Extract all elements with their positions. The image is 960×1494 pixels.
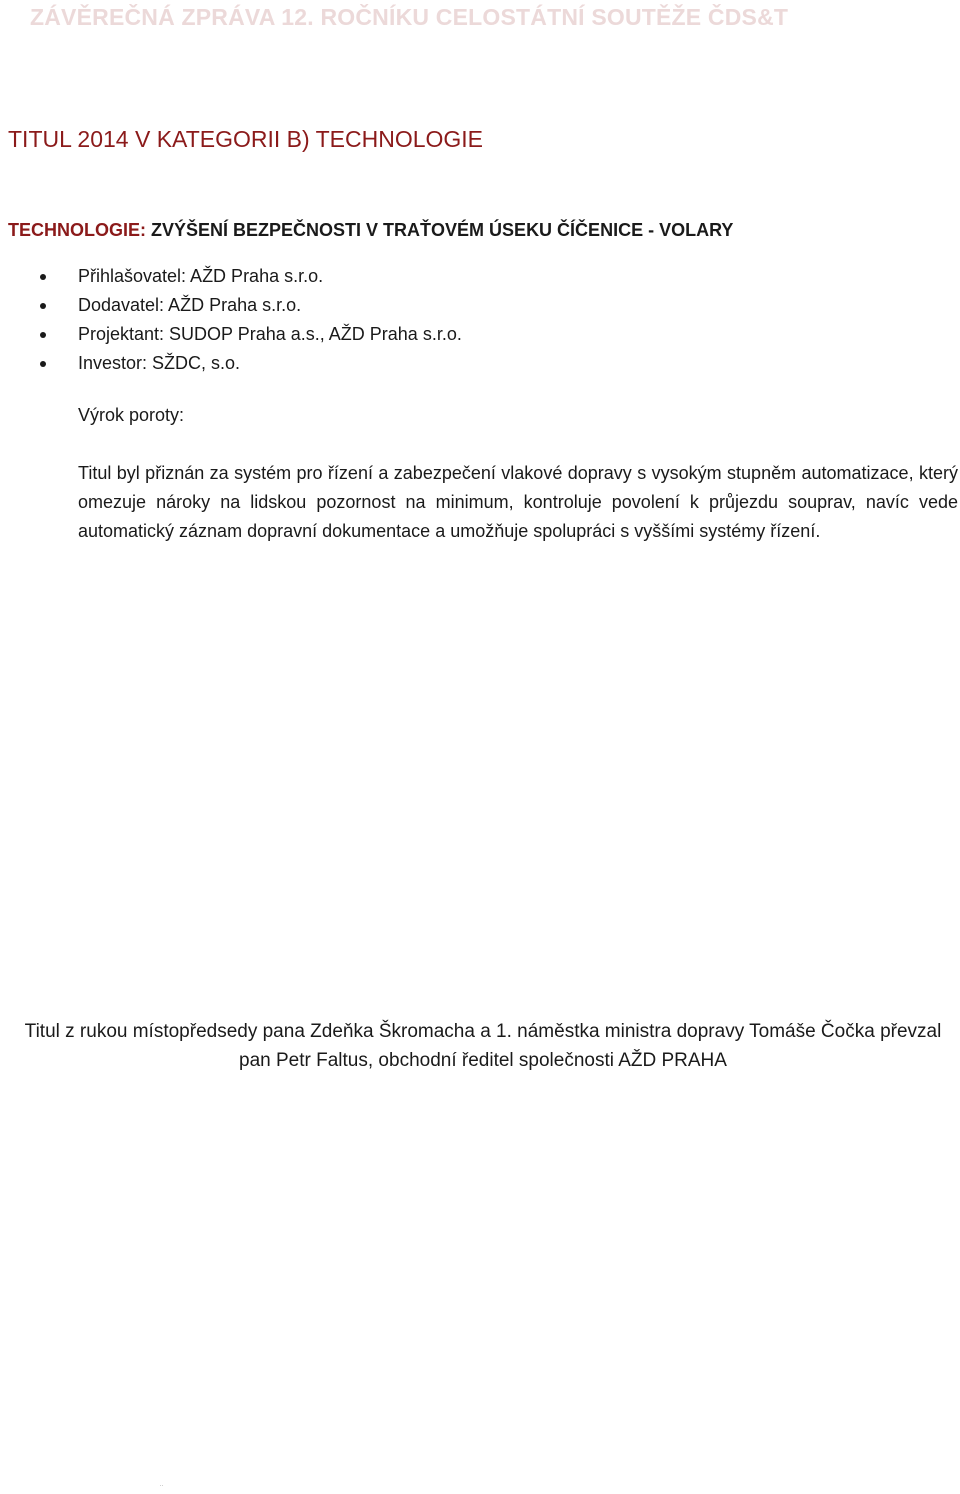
bullet-icon [40, 361, 46, 367]
bullet-icon [40, 303, 46, 309]
detail-designer [0, 320, 462, 349]
detail-investor [0, 349, 462, 378]
subsection-heading: ZVÝŠENÍ BEZPEČNOSTI V TRAŤOVÉM ÚSEKU ČÍČENICE - VOLARY [151, 220, 734, 240]
detail-text: Projektant: SUDOP Praha a.s., AŽD Praha s.r.o. [78, 324, 462, 344]
jury-label: Výrok poroty: [78, 405, 185, 425]
bullet-icon [40, 332, 46, 338]
jury-statement: Titul byl přiznán za systém pro řízení a zabezpečení vlakové dopravy s vysokým stupněm automatizace, který omezuje nároky na lidskou pozornost na minimum, kontroluje povolení k průjezdu souprav, navíc vede automatický záznam dopravní dokumentace a umožňuje spolupráci s vyššími systémy řízení. [78, 463, 958, 541]
detail-text: Přihlašovatel: AŽD Praha s.r.o. [78, 266, 324, 286]
photo-caption: Titul z rukou místopředsedy pana Zdeňka Škromacha a 1. náměstka ministra dopravy Tomáše Čočka převzal pan Petr Faltus, obchodní ředitel společnosti AŽD PRAHA [24, 1021, 942, 1071]
details-list [0, 262, 462, 378]
detail-supplier [0, 291, 462, 320]
detail-text: Dodavatel: AŽD Praha s.r.o. [78, 295, 302, 315]
bullet-icon [40, 274, 46, 280]
detail-applicant [0, 262, 462, 291]
section-title: TITUL 2014 V KATEGORII B) TECHNOLOGIE [8, 126, 484, 152]
footer-mark: ¨ [160, 1484, 164, 1494]
running-header: ZÁVĚREČNÁ ZPRÁVA 12. ROČNÍKU CELOSTÁTNÍ SOUTĚŽE ČDS&T [30, 4, 789, 30]
detail-text: Investor: SŽDC, s.o. [78, 353, 241, 373]
subsection-title [8, 220, 733, 241]
subsection-label: TECHNOLOGIE: [8, 220, 146, 240]
